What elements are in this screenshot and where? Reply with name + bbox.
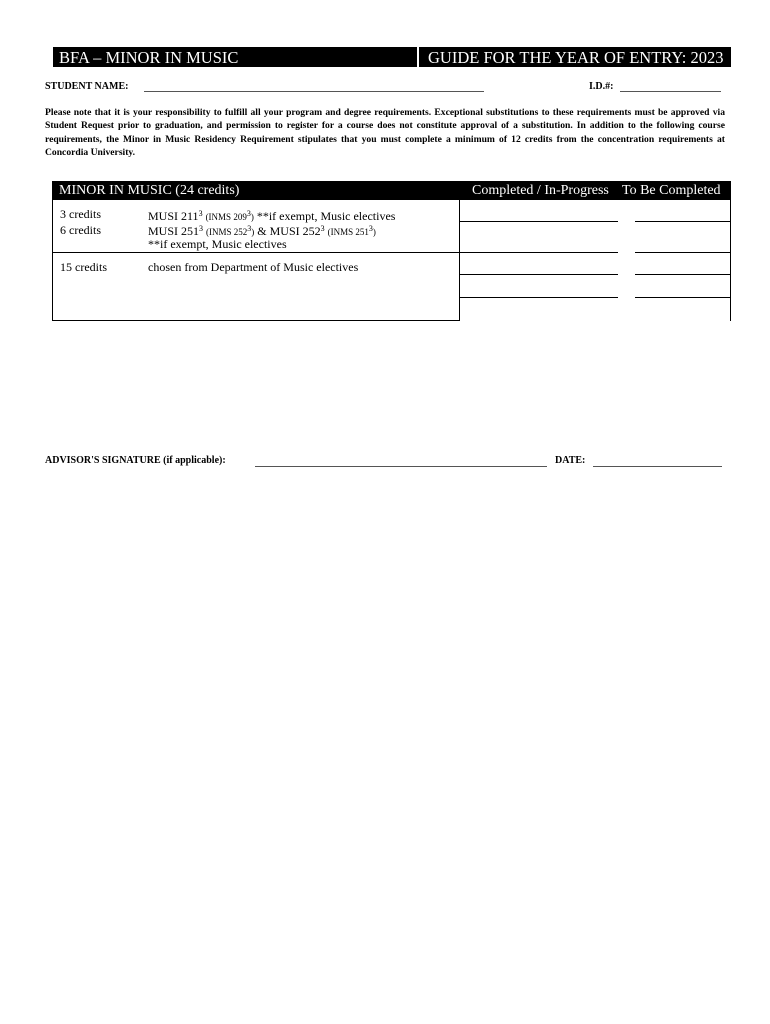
date-label: DATE: bbox=[555, 455, 586, 466]
equivalent-close: ) bbox=[250, 212, 254, 222]
to-be-completed-line[interactable] bbox=[635, 274, 730, 275]
completed-column-header: Completed / In-Progress bbox=[472, 183, 609, 198]
student-id-field[interactable] bbox=[620, 91, 721, 92]
requirements-notice: Please note that it is your responsibility to fulfill all your program and degree requirements. Exceptional substitutions to these requirements must be approved via Student Request prior to graduation, and permission to register for a course does not constitute approval of a substitution. In addition to the following course requirements, the Minor in Music Residency Requirement stipulates that you must complete a minimum of 12 credits from the concentration requirements at Concordia University. bbox=[45, 107, 725, 159]
row-2-credits: 6 credits bbox=[60, 223, 101, 237]
equivalent-close: ) bbox=[251, 227, 255, 237]
second-course-code: & MUSI 252 bbox=[257, 224, 321, 238]
equivalent-code: (INMS 252 bbox=[206, 227, 248, 237]
completed-line[interactable] bbox=[459, 297, 618, 298]
equivalent-superscript: 3 bbox=[246, 209, 251, 218]
exempt-note: **if exempt, Music electives bbox=[256, 209, 396, 223]
equivalent-course bbox=[206, 224, 255, 237]
header-bar bbox=[53, 47, 731, 67]
to-be-completed-line[interactable] bbox=[635, 221, 730, 222]
credit-superscript: 3 bbox=[198, 209, 203, 218]
column-divider bbox=[459, 200, 460, 321]
guide-year-title: GUIDE FOR THE YEAR OF ENTRY: 2023 bbox=[419, 47, 731, 67]
program-title: BFA – MINOR IN MUSIC bbox=[53, 47, 417, 67]
equivalent-superscript: 3 bbox=[247, 224, 252, 233]
equivalent-code: (INMS 209 bbox=[205, 212, 247, 222]
row-3-credits: 15 credits bbox=[60, 260, 107, 274]
equivalent-course bbox=[205, 209, 254, 222]
to-be-completed-column-header: To Be Completed bbox=[622, 183, 721, 198]
student-name-field[interactable] bbox=[144, 91, 484, 92]
advisor-signature-label: ADVISOR'S SIGNATURE (if applicable): bbox=[45, 455, 226, 466]
equivalent-course bbox=[327, 224, 376, 237]
advisor-signature-field[interactable] bbox=[255, 466, 547, 467]
course-code: MUSI 251 bbox=[148, 224, 200, 238]
table-body bbox=[52, 200, 460, 321]
to-be-completed-line[interactable] bbox=[635, 252, 730, 253]
credit-superscript: 3 bbox=[199, 224, 204, 233]
equivalent-code: (INMS 251 bbox=[327, 227, 369, 237]
row-divider bbox=[53, 252, 460, 253]
equivalent-superscript: 3 bbox=[368, 224, 373, 233]
completed-line[interactable] bbox=[459, 274, 618, 275]
row-3-course: chosen from Department of Music electives bbox=[148, 260, 359, 274]
date-field[interactable] bbox=[593, 466, 722, 467]
table-right-edge bbox=[730, 200, 731, 321]
requirements-table bbox=[52, 181, 731, 321]
course-code: MUSI 211 bbox=[148, 209, 199, 223]
student-name-label: STUDENT NAME: bbox=[45, 81, 129, 92]
table-header bbox=[52, 181, 731, 200]
completed-line[interactable] bbox=[459, 221, 618, 222]
table-title: MINOR IN MUSIC (24 credits) bbox=[59, 183, 240, 198]
signature-row bbox=[45, 455, 725, 469]
student-info-row bbox=[45, 81, 725, 95]
to-be-completed-line[interactable] bbox=[635, 297, 730, 298]
equivalent-close: ) bbox=[372, 227, 376, 237]
credit-superscript: 3 bbox=[320, 224, 325, 233]
row-1-credits: 3 credits bbox=[60, 207, 101, 221]
row-2-exempt-note: **if exempt, Music electives bbox=[148, 237, 287, 251]
completed-line[interactable] bbox=[459, 252, 618, 253]
student-id-label: I.D.#: bbox=[589, 81, 614, 92]
